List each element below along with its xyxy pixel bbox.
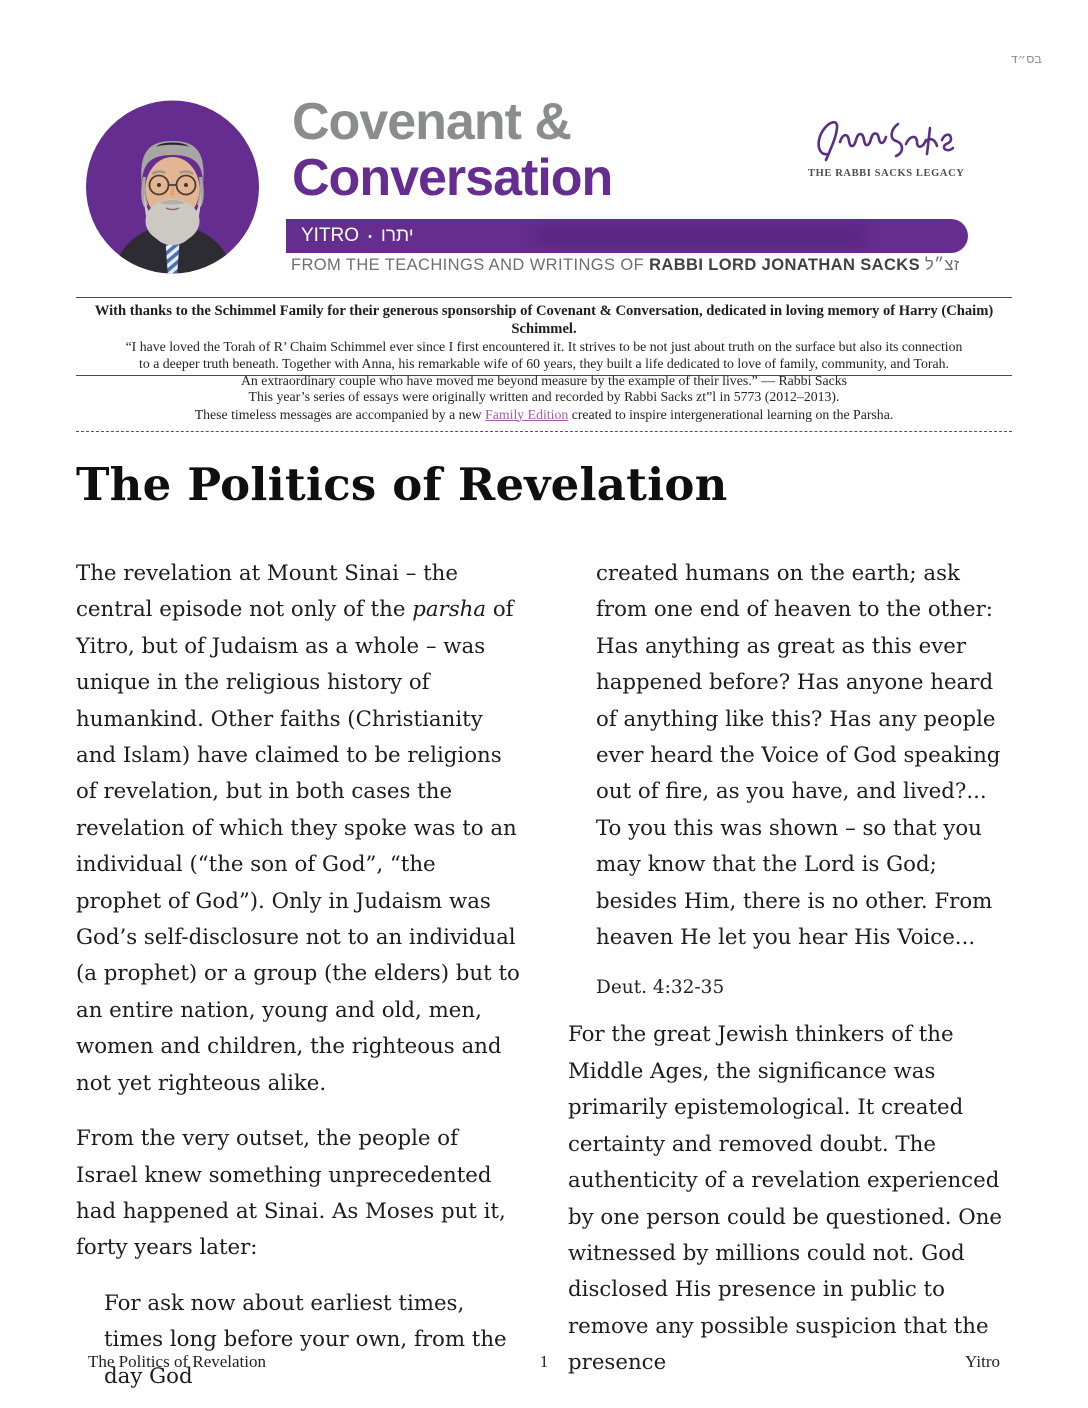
brand-title: [292, 94, 612, 206]
rabbi-sacks-legacy-logo: [808, 110, 964, 179]
family-edition-link[interactable]: Family Edition: [485, 406, 569, 422]
scripture-quote-right: created humans on the earth; ask from one end of heaven to the other: Has anything as great as this ever happened before? Has anyone heard of anything like this? Has any people ever heard the Voice of God speaking out of fire, as you have, and lived?... To you this was shown – so that you may know that the Lord is God; besides Him, there is no other. From heaven He let you hear His Voice...: [596, 561, 1001, 951]
article-title: The Politics of Revelation: [76, 458, 728, 511]
paragraph-2: From the very outset, the people of Israel knew something unprecedented had happened at Sinai. As Moses put it, forty years later:: [76, 1126, 506, 1261]
parsha-name-hebrew: יתרו: [380, 225, 414, 246]
attribution-line: [291, 256, 960, 275]
left-column: [76, 556, 520, 1408]
brand-line-1: Covenant &: [292, 93, 571, 151]
paragraph-1-after: of Yitro, but of Judaism as a whole – was unique in the religious history of humankind. Other faiths (Christianity and Islam) have claimed to be religions of revelation, but in both cases the revelation of which they spoke was to an individual (“the son of God”, “the prophet of God”). Only in Judaism was God’s self-disclosure not to an individual (a prophet) or a group (the elders) but to an entire nation, young and old, men, women and children, the righteous and not yet righteous alike.: [76, 597, 520, 1096]
footer-parsha-name: Yitro: [965, 1352, 1000, 1371]
paragraph-1-before: The revelation at Mount Sinai – the central episode not only of the: [76, 561, 459, 623]
series-note-line-2-after: created to inspire intergenerational learning on the Parsha.: [568, 406, 894, 422]
series-note: [76, 388, 1012, 423]
legacy-label: THE RABBI SACKS LEGACY: [808, 168, 965, 179]
series-note-line-1: This year’s series of essays were originally written and recorded by Rabbi Sacks zt”l in 5773 (2012–2013).: [248, 389, 840, 404]
divider-bottom-dashed: [76, 431, 1012, 432]
paragraph-1: [76, 556, 520, 1102]
article-body: [76, 556, 1012, 1408]
divider-top: [76, 297, 1012, 298]
footer-page-number: 1: [539, 1352, 549, 1371]
sponsorship-quote-line: “I have loved the Torah of R’ Chaim Schimmel ever since I first encountered it. It strives to be not just about truth on the surface but also its connection: [125, 339, 963, 354]
paragraph-3: For the great Jewish thinkers of the Middle Ages, the significance was primarily epistemological. It created certainty and removed doubt. The authenticity of a revelation experienced by one person could be questioned. One witnessed by millions could not. God disclosed His presence in public to remove any possible suspicion that the presence: [568, 1022, 1003, 1376]
banner-ghost-watermark: [536, 223, 866, 249]
portrait-illustration: [86, 99, 259, 275]
attribution-name: RABBI LORD JONATHAN SACKS: [649, 256, 921, 274]
right-column: [568, 556, 1012, 1408]
jonathan-sacks-signature-icon: [812, 110, 960, 162]
sponsorship-quote-line: to a deeper truth beneath. Together with Anna, his remarkable wife of 60 years, they built a life dedicated to love of family, community, and Torah.: [139, 356, 949, 372]
page-footer: [88, 1352, 1000, 1372]
rabbi-sacks-portrait: [86, 99, 259, 275]
scripture-citation: Deut. 4:32-35: [596, 977, 725, 999]
sponsorship-quote-line: An extraordinary couple who have moved me beyond measure by the example of their lives.” — Rabbi Sacks: [240, 373, 848, 389]
series-note-line-2-before: These timeless messages are accompanied by a new: [194, 406, 486, 422]
footer-essay-title: The Politics of Revelation: [88, 1352, 266, 1371]
sponsorship-block: [76, 303, 1012, 390]
attribution-prefix: FROM THE TEACHINGS AND WRITINGS OF: [291, 256, 650, 274]
parsha-banner: [286, 219, 968, 253]
bullet-separator: •: [368, 231, 372, 243]
sponsorship-headline: With thanks to the Schimmel Family for their generous sponsorship of Covenant & Conversation, dedicated in loving memory of Harry (Chaim) Schimmel.: [94, 303, 994, 337]
attribution-honorific: זצ״ל: [920, 256, 960, 274]
bsd-hebrew-mark: בס״ד: [1010, 52, 1042, 67]
paragraph-1-italic-term: parsha: [412, 597, 487, 623]
brand-line-2: Conversation: [292, 149, 613, 207]
parsha-name-english: YITRO: [301, 225, 360, 246]
series-note-line-2: [76, 406, 1012, 424]
scripture-quote-left: For ask now about earliest times, times long before your own, from the day God: [104, 1290, 507, 1389]
